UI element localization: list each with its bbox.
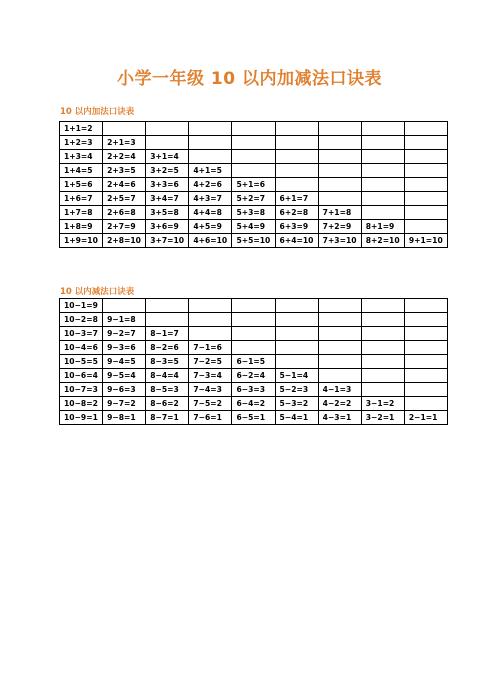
- equation-cell: 4+3=7: [189, 192, 232, 206]
- equation-cell: 9−3=6: [103, 341, 146, 355]
- empty-cell: [404, 299, 447, 313]
- equation-cell: 2+6=8: [103, 206, 146, 220]
- equation-cell: 9−2=7: [103, 327, 146, 341]
- empty-cell: [189, 122, 232, 136]
- equation-cell: 8−7=1: [146, 411, 189, 425]
- empty-cell: [404, 192, 447, 206]
- empty-cell: [318, 313, 361, 327]
- equation-cell: 8−5=3: [146, 383, 189, 397]
- empty-cell: [361, 369, 404, 383]
- equation-cell: 9−5=4: [103, 369, 146, 383]
- empty-cell: [404, 150, 447, 164]
- equation-cell: 8+2=10: [361, 234, 404, 248]
- equation-cell: 1+6=7: [60, 192, 103, 206]
- equation-cell: 8−1=7: [146, 327, 189, 341]
- empty-cell: [404, 397, 447, 411]
- empty-cell: [275, 327, 318, 341]
- empty-cell: [361, 313, 404, 327]
- equation-cell: 3+2=5: [146, 164, 189, 178]
- equation-cell: 7+2=9: [318, 220, 361, 234]
- equation-cell: 5+3=8: [232, 206, 275, 220]
- table-row: [60, 369, 448, 383]
- equation-cell: 3+4=7: [146, 192, 189, 206]
- empty-cell: [361, 383, 404, 397]
- equation-cell: 5−2=3: [275, 383, 318, 397]
- empty-cell: [275, 341, 318, 355]
- empty-cell: [404, 383, 447, 397]
- equation-cell: 1+1=2: [60, 122, 103, 136]
- empty-cell: [318, 341, 361, 355]
- empty-cell: [189, 299, 232, 313]
- table-row: [60, 206, 448, 220]
- equation-cell: 3+6=9: [146, 220, 189, 234]
- equation-cell: 7−5=2: [189, 397, 232, 411]
- empty-cell: [404, 220, 447, 234]
- equation-cell: 1+8=9: [60, 220, 103, 234]
- equation-cell: 8+1=9: [361, 220, 404, 234]
- equation-cell: 1+9=10: [60, 234, 103, 248]
- empty-cell: [361, 136, 404, 150]
- empty-cell: [146, 136, 189, 150]
- empty-cell: [318, 369, 361, 383]
- empty-cell: [404, 341, 447, 355]
- equation-cell: 10−3=7: [60, 327, 103, 341]
- equation-cell: 3−1=2: [361, 397, 404, 411]
- empty-cell: [103, 122, 146, 136]
- equation-cell: 10−6=4: [60, 369, 103, 383]
- addition-table-body: [60, 122, 448, 248]
- equation-cell: 2+3=5: [103, 164, 146, 178]
- equation-cell: 2−1=1: [404, 411, 447, 425]
- equation-cell: 4−2=2: [318, 397, 361, 411]
- equation-cell: 7+1=8: [318, 206, 361, 220]
- empty-cell: [146, 313, 189, 327]
- empty-cell: [361, 299, 404, 313]
- equation-cell: 10−9=1: [60, 411, 103, 425]
- empty-cell: [146, 299, 189, 313]
- empty-cell: [361, 355, 404, 369]
- equation-cell: 2+2=4: [103, 150, 146, 164]
- subtraction-table: [59, 298, 448, 425]
- empty-cell: [318, 355, 361, 369]
- empty-cell: [404, 313, 447, 327]
- equation-cell: 1+7=8: [60, 206, 103, 220]
- empty-cell: [232, 150, 275, 164]
- equation-cell: 3−2=1: [361, 411, 404, 425]
- equation-cell: 8−3=5: [146, 355, 189, 369]
- equation-cell: 9−4=5: [103, 355, 146, 369]
- equation-cell: 9−1=8: [103, 313, 146, 327]
- empty-cell: [232, 313, 275, 327]
- subtraction-table-body: [60, 299, 448, 425]
- table-row: [60, 383, 448, 397]
- equation-cell: 9−7=2: [103, 397, 146, 411]
- equation-cell: 7−6=1: [189, 411, 232, 425]
- equation-cell: 8−4=4: [146, 369, 189, 383]
- equation-cell: 7−2=5: [189, 355, 232, 369]
- empty-cell: [189, 136, 232, 150]
- empty-cell: [318, 178, 361, 192]
- empty-cell: [275, 313, 318, 327]
- equation-cell: 1+5=6: [60, 178, 103, 192]
- table-row: [60, 341, 448, 355]
- empty-cell: [318, 164, 361, 178]
- equation-cell: 4+2=6: [189, 178, 232, 192]
- table-row: [60, 220, 448, 234]
- equation-cell: 10−5=5: [60, 355, 103, 369]
- equation-cell: 6+4=10: [275, 234, 318, 248]
- equation-cell: 1+2=3: [60, 136, 103, 150]
- table-row: [60, 164, 448, 178]
- equation-cell: 7−1=6: [189, 341, 232, 355]
- equation-cell: 4+1=5: [189, 164, 232, 178]
- empty-cell: [232, 341, 275, 355]
- equation-cell: 8−6=2: [146, 397, 189, 411]
- addition-section-label: 10 以内加法口诀表: [60, 107, 135, 117]
- empty-cell: [275, 136, 318, 150]
- table-row: [60, 234, 448, 248]
- empty-cell: [361, 341, 404, 355]
- empty-cell: [318, 150, 361, 164]
- table-row: [60, 327, 448, 341]
- equation-cell: 10−7=3: [60, 383, 103, 397]
- equation-cell: 6−5=1: [232, 411, 275, 425]
- equation-cell: 10−8=2: [60, 397, 103, 411]
- equation-cell: 3+5=8: [146, 206, 189, 220]
- equation-cell: 2+8=10: [103, 234, 146, 248]
- equation-cell: 4+4=8: [189, 206, 232, 220]
- subtraction-section-label: 10 以内减法口诀表: [60, 287, 135, 297]
- equation-cell: 2+5=7: [103, 192, 146, 206]
- equation-cell: 7−3=4: [189, 369, 232, 383]
- equation-cell: 9−6=3: [103, 383, 146, 397]
- empty-cell: [275, 299, 318, 313]
- empty-cell: [232, 164, 275, 178]
- equation-cell: 3+1=4: [146, 150, 189, 164]
- empty-cell: [361, 327, 404, 341]
- equation-cell: 1+4=5: [60, 164, 103, 178]
- equation-cell: 3+3=6: [146, 178, 189, 192]
- equation-cell: 3+7=10: [146, 234, 189, 248]
- empty-cell: [146, 122, 189, 136]
- empty-cell: [189, 313, 232, 327]
- empty-cell: [361, 178, 404, 192]
- equation-cell: 8−2=6: [146, 341, 189, 355]
- equation-cell: 2+1=3: [103, 136, 146, 150]
- table-row: [60, 136, 448, 150]
- empty-cell: [275, 355, 318, 369]
- empty-cell: [232, 299, 275, 313]
- equation-cell: 6+1=7: [275, 192, 318, 206]
- equation-cell: 5+5=10: [232, 234, 275, 248]
- table-row: [60, 397, 448, 411]
- table-row: [60, 122, 448, 136]
- equation-cell: 4−1=3: [318, 383, 361, 397]
- equation-cell: 5−4=1: [275, 411, 318, 425]
- addition-table: [59, 121, 448, 248]
- equation-cell: 10−2=8: [60, 313, 103, 327]
- empty-cell: [404, 206, 447, 220]
- empty-cell: [232, 327, 275, 341]
- empty-cell: [189, 327, 232, 341]
- empty-cell: [361, 150, 404, 164]
- table-row: [60, 192, 448, 206]
- empty-cell: [361, 164, 404, 178]
- equation-cell: 6−3=3: [232, 383, 275, 397]
- equation-cell: 10−4=6: [60, 341, 103, 355]
- empty-cell: [103, 299, 146, 313]
- empty-cell: [232, 122, 275, 136]
- empty-cell: [404, 355, 447, 369]
- equation-cell: 9+1=10: [404, 234, 447, 248]
- empty-cell: [275, 122, 318, 136]
- table-row: [60, 150, 448, 164]
- empty-cell: [404, 164, 447, 178]
- equation-cell: 6−4=2: [232, 397, 275, 411]
- empty-cell: [318, 327, 361, 341]
- empty-cell: [404, 369, 447, 383]
- equation-cell: 4+6=10: [189, 234, 232, 248]
- equation-cell: 5−1=4: [275, 369, 318, 383]
- empty-cell: [275, 164, 318, 178]
- equation-cell: 6−2=4: [232, 369, 275, 383]
- equation-cell: 5+1=6: [232, 178, 275, 192]
- equation-cell: 2+7=9: [103, 220, 146, 234]
- empty-cell: [275, 178, 318, 192]
- empty-cell: [232, 136, 275, 150]
- empty-cell: [404, 178, 447, 192]
- empty-cell: [361, 122, 404, 136]
- equation-cell: 5+2=7: [232, 192, 275, 206]
- equation-cell: 6−1=5: [232, 355, 275, 369]
- empty-cell: [275, 150, 318, 164]
- equation-cell: 6+2=8: [275, 206, 318, 220]
- equation-cell: 6+3=9: [275, 220, 318, 234]
- table-row: [60, 411, 448, 425]
- page-title: 小学一年级 10 以内加减法口诀表: [117, 69, 382, 89]
- equation-cell: 7−4=3: [189, 383, 232, 397]
- empty-cell: [318, 192, 361, 206]
- equation-cell: 10−1=9: [60, 299, 103, 313]
- empty-cell: [361, 192, 404, 206]
- table-row: [60, 178, 448, 192]
- equation-cell: 4−3=1: [318, 411, 361, 425]
- equation-cell: 7+3=10: [318, 234, 361, 248]
- equation-cell: 4+5=9: [189, 220, 232, 234]
- empty-cell: [318, 299, 361, 313]
- table-row: [60, 355, 448, 369]
- empty-cell: [318, 136, 361, 150]
- empty-cell: [361, 206, 404, 220]
- empty-cell: [404, 122, 447, 136]
- equation-cell: 5+4=9: [232, 220, 275, 234]
- equation-cell: 9−8=1: [103, 411, 146, 425]
- empty-cell: [189, 150, 232, 164]
- empty-cell: [404, 327, 447, 341]
- table-row: [60, 313, 448, 327]
- empty-cell: [404, 136, 447, 150]
- equation-cell: 2+4=6: [103, 178, 146, 192]
- equation-cell: 5−3=2: [275, 397, 318, 411]
- empty-cell: [318, 122, 361, 136]
- table-row: [60, 299, 448, 313]
- equation-cell: 1+3=4: [60, 150, 103, 164]
